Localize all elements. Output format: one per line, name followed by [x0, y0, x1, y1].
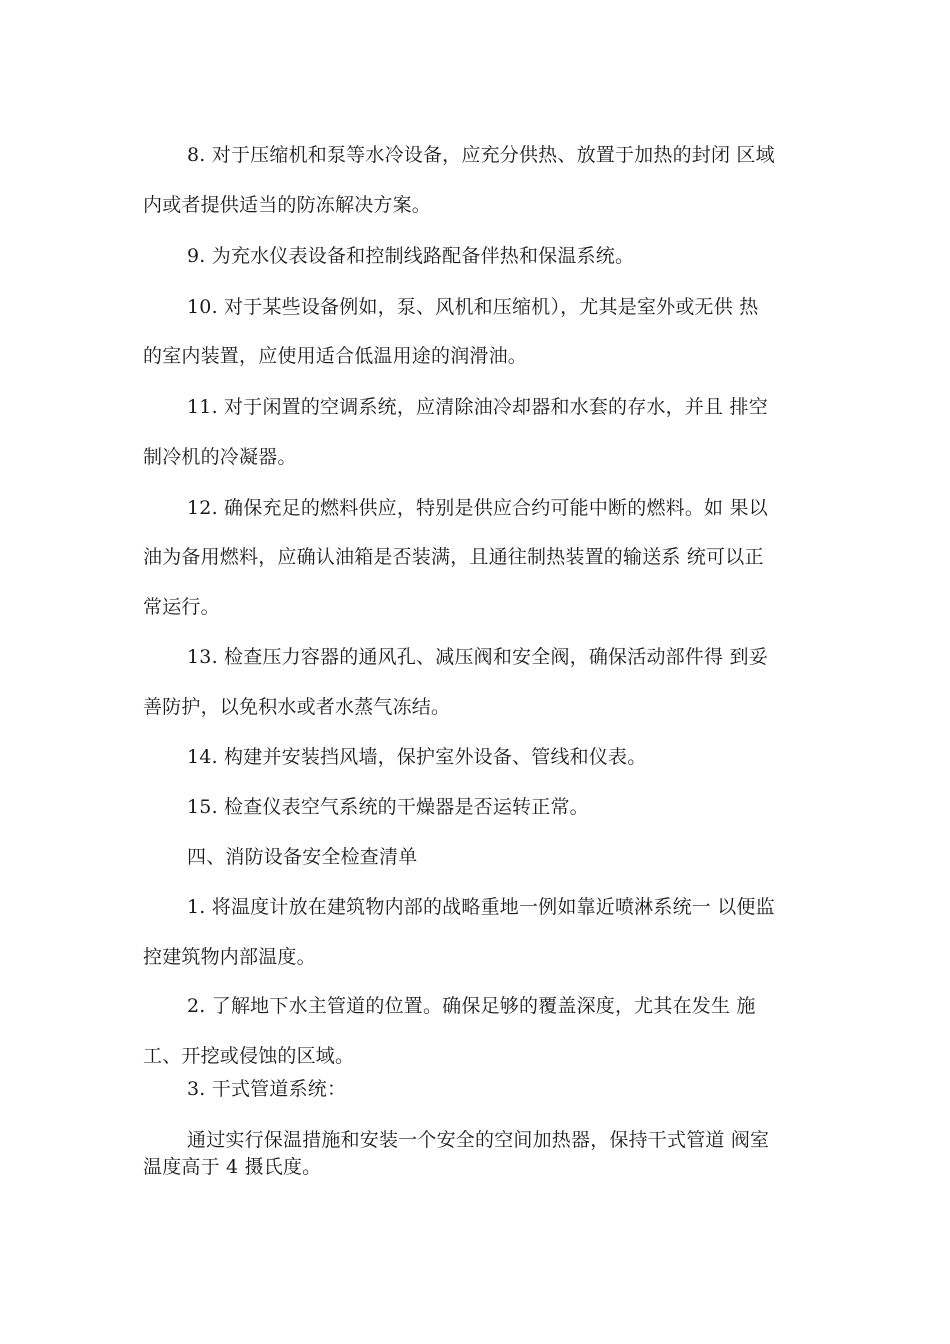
paragraph-fire-item-3-heading: 3. 干式管道系统：: [187, 1078, 347, 1100]
paragraph-item-10-line-1: 10. 对于某些设备例如，泵、风机和压缩机），尤其是室外或无供 热: [187, 296, 759, 318]
paragraph-fire-item-2-line-2: 工、开挖或侵蚀的区域。: [143, 1045, 355, 1067]
section-heading-fire-equipment: 四、消防设备安全检查清单: [187, 846, 418, 868]
paragraph-item-10-line-2: 的室内装置，应使用适合低温用途的润滑油。: [143, 345, 528, 367]
paragraph-item-11-line-1: 11. 对于闲置的空调系统，应清除油冷却器和水套的存水，并且 排空: [187, 396, 768, 418]
paragraph-item-8-line-1: 8. 对于压缩机和泵等水冷设备，应充分供热、放置于加热的封闭 区域: [187, 144, 775, 166]
paragraph-fire-item-2-line-1: 2. 了解地下水主管道的位置。确保足够的覆盖深度，尤其在发生 施: [187, 995, 756, 1017]
paragraph-item-11-line-2: 制冷机的冷凝器。: [143, 446, 297, 468]
paragraph-fire-item-3-body-line-2: 温度高于 4 摄氏度。: [143, 1156, 322, 1178]
paragraph-item-13-line-2: 善防护，以免积水或者水蒸气冻结。: [143, 696, 451, 718]
paragraph-fire-item-3-body-line-1: 通过实行保温措施和安装一个安全的空间加热器，保持干式管道 阀室: [187, 1129, 770, 1151]
paragraph-item-14: 14. 构建并安装挡风墙，保护室外设备、管线和仪表。: [187, 746, 647, 768]
paragraph-item-12-line-2: 油为备用燃料，应确认油箱是否装满，且通往制热装置的输送系 统可以正: [143, 546, 764, 568]
paragraph-fire-item-1-line-1: 1. 将温度计放在建筑物内部的战略重地一例如靠近喷淋系统一 以便监: [187, 896, 775, 918]
paragraph-item-8-line-2: 内或者提供适当的防冻解决方案。: [143, 194, 432, 216]
paragraph-item-13-line-1: 13. 检查压力容器的通风孔、减压阀和安全阀，确保活动部件得 到妥: [187, 646, 768, 668]
paragraph-item-12-line-3: 常运行。: [143, 596, 220, 618]
paragraph-item-9: 9. 为充水仪表设备和控制线路配备伴热和保温系统。: [187, 245, 635, 267]
paragraph-item-12-line-1: 12. 确保充足的燃料供应，特别是供应合约可能中断的燃料。如 果以: [187, 497, 768, 519]
paragraph-item-15: 15. 检查仪表空气系统的干燥器是否运转正常。: [187, 796, 589, 818]
paragraph-fire-item-1-line-2: 控建筑物内部温度。: [143, 946, 316, 968]
